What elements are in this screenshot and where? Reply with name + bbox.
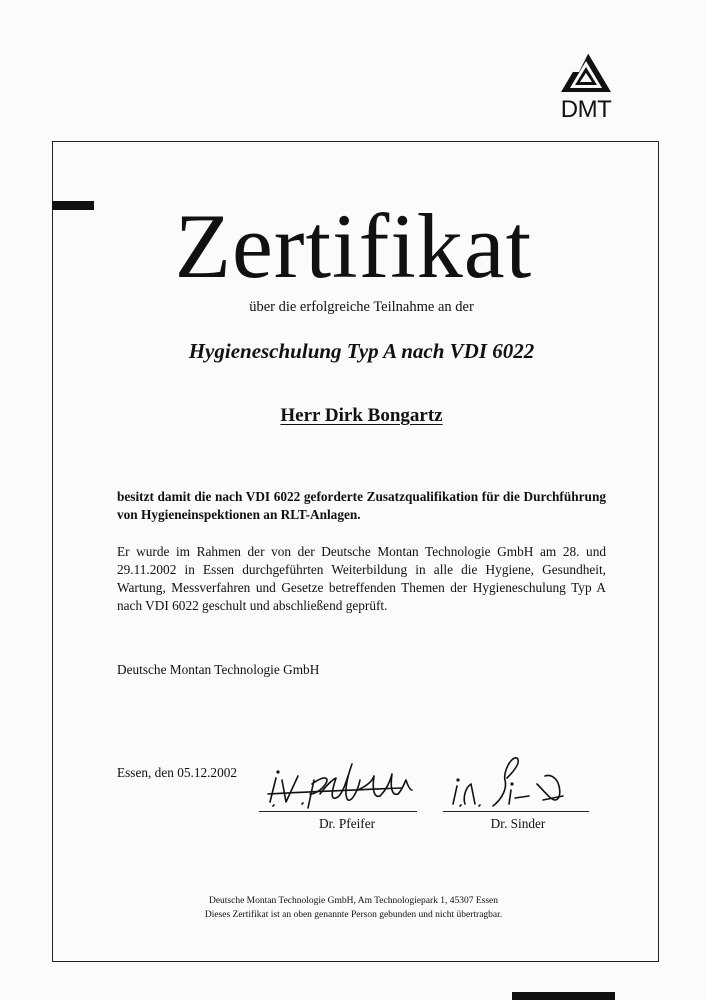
qualification-statement: besitzt damit die nach VDI 6022 geforderte Zusatzqualifikation für die Durchführung von Hygieneinspektionen an RLT-Anlagen. [117,489,606,522]
signature-pfeifer [262,750,422,817]
signatory-name-pfeifer: Dr. Pfeifer [318,816,376,831]
scan-artifact-bar-bottom [512,992,615,1000]
signature-line-sinder [443,811,589,812]
footer-address: Deutsche Montan Technologie GmbH, Am Technologiepark 1, 45307 Essen [208,896,499,906]
signature-sinder [445,750,585,817]
recipient-name-wrap [0,405,707,427]
dmt-logo-triangle-icon [559,48,613,94]
course-name: Hygieneschulung Typ A nach VDI 6022 [188,339,535,363]
footer-note: Dieses Zertifikat ist an oben genannte Person gebunden und nicht übertragbar. [204,910,503,920]
certificate-title: Zertifikat [174,195,533,297]
issuing-company: Deutsche Montan Technologie GmbH [117,662,320,677]
signature-line-pfeifer [259,811,417,812]
dmt-logo-text: DMT [560,96,612,123]
recipient-name: Herr Dirk Bongartz [280,405,443,426]
training-details: Er wurde im Rahmen der von der Deutsche Montan Technologie GmbH am 28. und 29.11.2002 in Essen durchgeführten Weiterbildung in alle die Hygiene, Gesundheit, Wartung, Messverfahren und Gesetze betreffenden Themen der Hygieneschulung Typ A nach VDI 6022 geschult und abschließend geprüft. [117,544,606,613]
signatory-name-sinder: Dr. Sinder [490,816,546,831]
dmt-logo [554,48,618,122]
place-and-date: Essen, den 05.12.2002 [117,765,238,780]
certificate-subtitle: über die erfolgreiche Teilnahme an der [249,299,474,315]
